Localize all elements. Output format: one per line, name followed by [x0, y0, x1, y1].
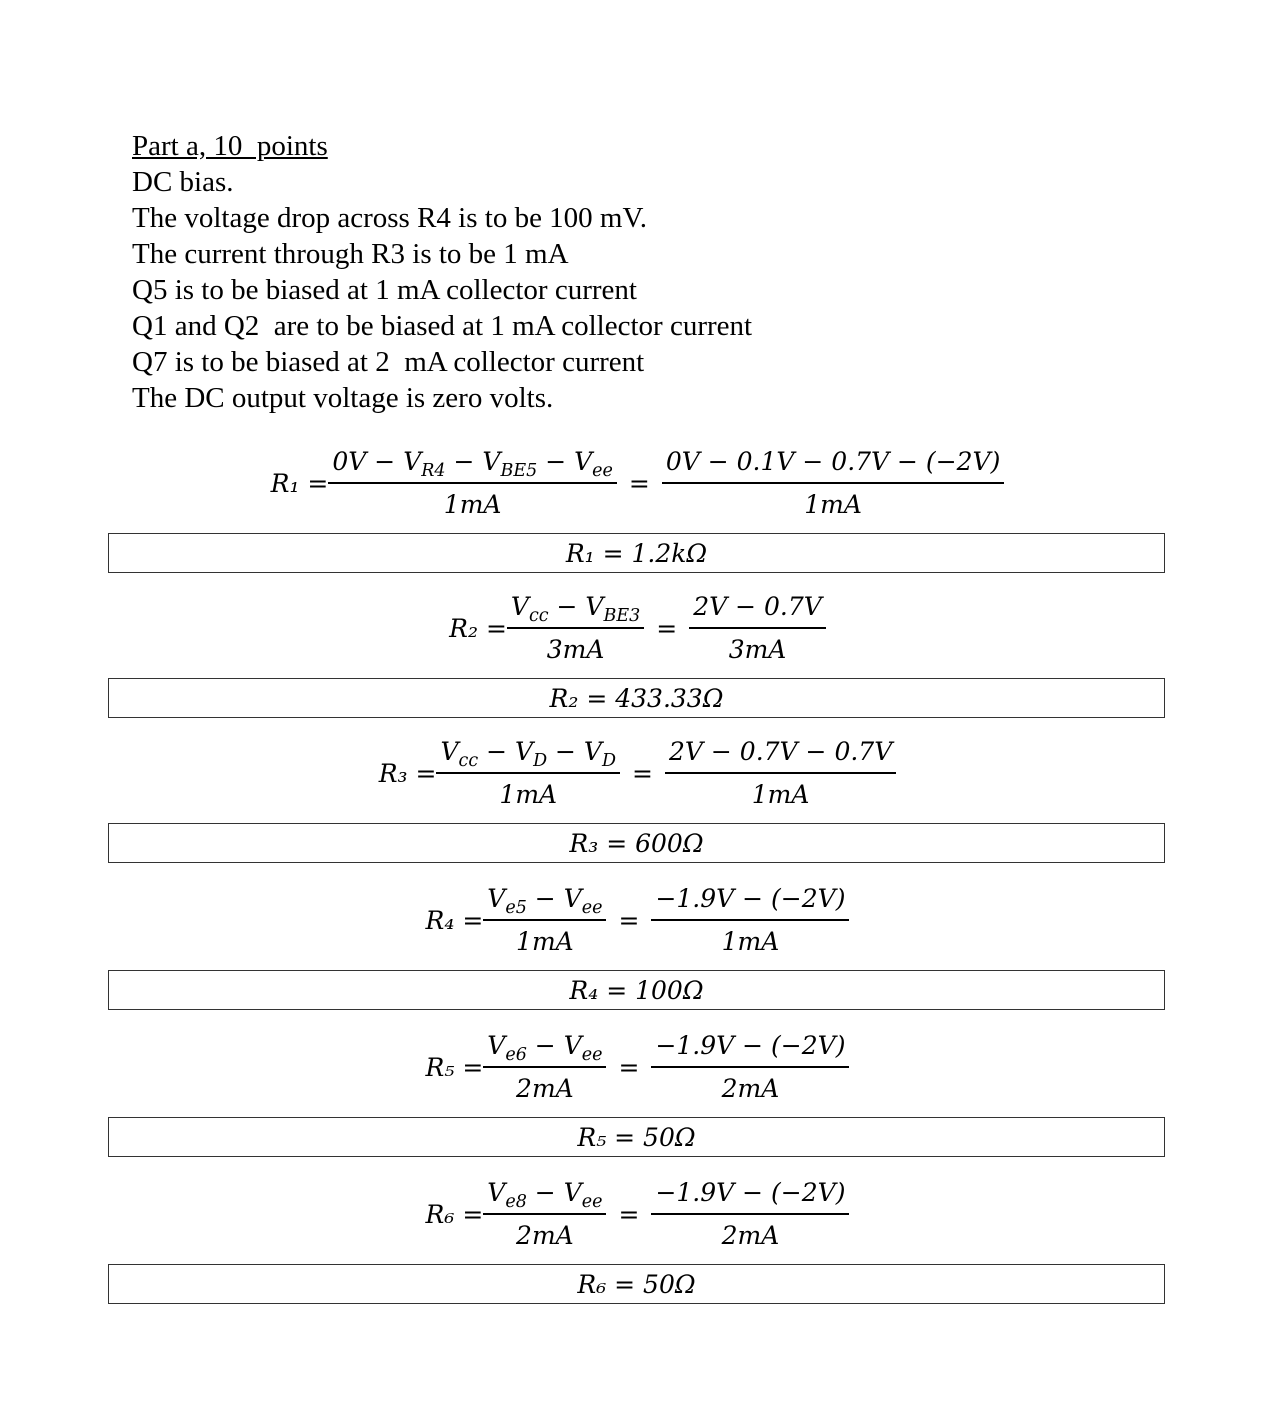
fraction-numeric	[651, 1031, 849, 1103]
numerator: −1.9V − (−2V)	[655, 1178, 846, 1207]
part-heading: Part a, 10 points	[132, 130, 328, 162]
equation-lhs: R₃ =	[378, 758, 437, 788]
numerator: $V_{e8} - V_{ee}$	[487, 1178, 603, 1213]
equation-lhs: R₅ =	[425, 1052, 484, 1082]
denominator: 2mA	[516, 1074, 574, 1103]
result-box-r1: R₁ = 1.2kΩ	[108, 533, 1165, 573]
numerator: $0V - V_{R4} - V_{BE5} - V_{ee}$	[332, 447, 613, 482]
equation-lhs: R₂ =	[449, 613, 507, 643]
problem-statement	[132, 128, 752, 416]
denominator: 1mA	[804, 490, 862, 519]
result-box-r2: R₂ = 433.33Ω	[108, 678, 1165, 718]
fraction-symbolic	[328, 447, 616, 519]
equation-r4	[0, 880, 1275, 960]
fraction-numeric	[651, 1178, 849, 1250]
result-box-r3: R₃ = 600Ω	[108, 823, 1165, 863]
fraction-symbolic	[483, 1031, 606, 1103]
result-box-r5: R₅ = 50Ω	[108, 1117, 1165, 1157]
numerator: $V_{e6} - V_{ee}$	[487, 1031, 603, 1066]
denominator: 2mA	[516, 1221, 574, 1250]
numerator: 2V − 0.7V − 0.7V	[668, 737, 893, 766]
fraction-symbolic	[483, 884, 606, 956]
statement-line: Q5 is to be biased at 1 mA collector current	[132, 274, 637, 306]
fraction-symbolic	[436, 737, 620, 809]
denominator: 1mA	[751, 780, 810, 809]
numerator: 0V − 0.1V − 0.7V − (−2V)	[665, 447, 1001, 476]
equation-lhs: R₆ =	[425, 1199, 484, 1229]
statement-line: DC bias.	[132, 166, 234, 198]
equals-sign: =	[618, 1199, 640, 1229]
numerator: −1.9V − (−2V)	[655, 1031, 846, 1060]
statement-line: Q7 is to be biased at 2 mA collector current	[132, 346, 645, 378]
equation-lhs: R₄ =	[425, 905, 484, 935]
numerator: $V_{cc} - V_D - V_D$	[440, 737, 617, 772]
denominator: 1mA	[499, 780, 558, 809]
fraction-symbolic	[483, 1178, 606, 1250]
equals-sign: =	[618, 1052, 640, 1082]
numerator: 2V − 0.7V	[693, 592, 822, 621]
equals-sign: =	[628, 468, 650, 498]
statement-line: Q1 and Q2 are to be biased at 1 mA collector current	[132, 310, 753, 342]
numerator: $V_{e5} - V_{ee}$	[487, 884, 603, 919]
statement-line: The DC output voltage is zero volts.	[132, 382, 554, 414]
denominator: 3mA	[728, 635, 787, 664]
result-box-r6: R₆ = 50Ω	[108, 1264, 1165, 1304]
denominator: 1mA	[443, 490, 502, 519]
equation-r1	[0, 443, 1275, 523]
equals-sign: =	[618, 905, 640, 935]
fraction-numeric	[662, 447, 1005, 519]
fraction-numeric	[651, 884, 849, 956]
fraction-symbolic	[507, 592, 644, 664]
equation-lhs: R₁ =	[270, 468, 329, 498]
result-box-r4: R₄ = 100Ω	[108, 970, 1165, 1010]
equals-sign: =	[656, 613, 678, 643]
statement-line: The current through R3 is to be 1 mA	[132, 238, 569, 270]
fraction-numeric	[689, 592, 826, 664]
denominator: 3mA	[546, 635, 605, 664]
equation-r3	[0, 733, 1275, 813]
denominator: 1mA	[516, 927, 574, 956]
equation-r6	[0, 1174, 1275, 1254]
fraction-numeric	[665, 737, 896, 809]
equals-sign: =	[632, 758, 653, 788]
equation-r5	[0, 1027, 1275, 1107]
denominator: 2mA	[721, 1074, 780, 1103]
statement-line: The voltage drop across R4 is to be 100 mV.	[132, 202, 647, 234]
numerator: −1.9V − (−2V)	[655, 884, 846, 913]
equation-r2	[0, 588, 1275, 668]
denominator: 1mA	[721, 927, 780, 956]
denominator: 2mA	[721, 1221, 780, 1250]
numerator: $V_{cc} - V_{BE3}$	[510, 592, 641, 627]
